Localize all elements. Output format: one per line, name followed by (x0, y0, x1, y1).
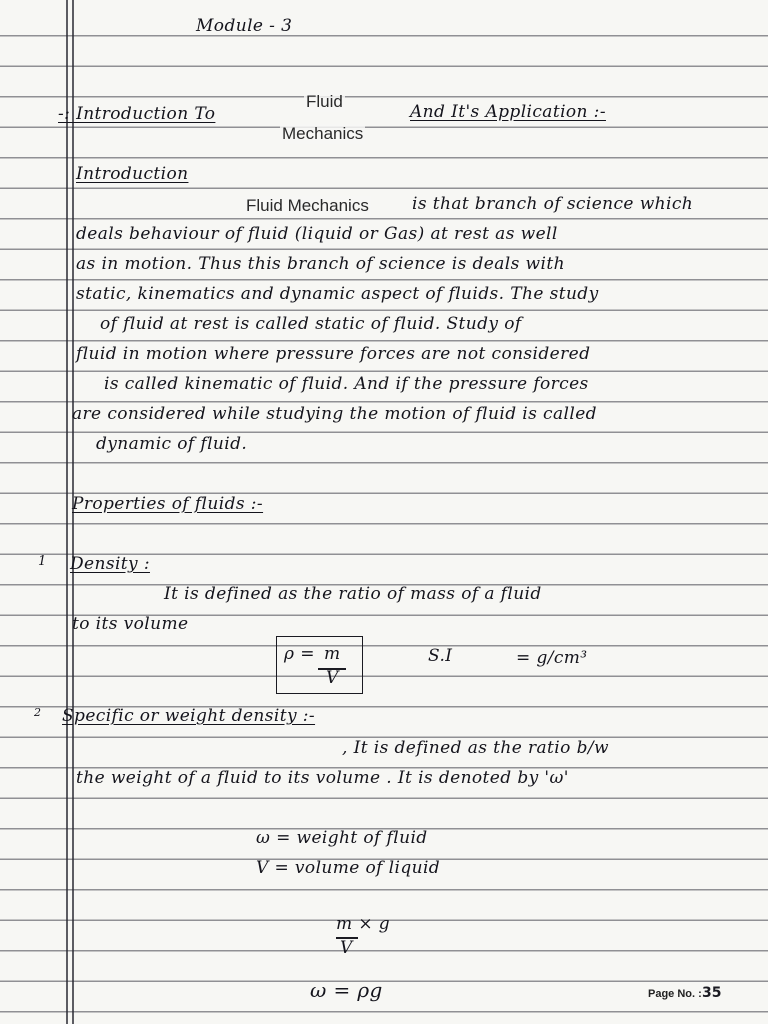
density-formula-num: m (324, 644, 341, 664)
intro-line-2: deals behaviour of fluid (liquid or Gas) at rest as well (76, 224, 558, 244)
module-label: Module - 3 (196, 16, 293, 36)
density-formula-lhs: ρ = (284, 644, 315, 664)
intro-line-4: static, kinematics and dynamic aspect of fluids. The study (76, 284, 599, 304)
specific-weight-line-2: the weight of a fluid to its volume . It is denoted by 'ω' (76, 768, 569, 788)
specific-weight-frac-num: m × g (336, 914, 391, 934)
intro-heading: Introduction (76, 164, 189, 184)
page-number-label: Page No. : (648, 988, 702, 1000)
title-prefix: -: Introduction To (58, 104, 216, 124)
density-line-1: It is defined as the ratio of mass of a fluid (164, 584, 542, 604)
margin-line-left (66, 0, 68, 1024)
title-suffix: And It's Application :- (410, 102, 606, 122)
specific-weight-heading: Specific or weight density :- (62, 706, 316, 726)
density-unit-label: S.I (428, 646, 453, 666)
intro-typed-term: Fluid Mechanics (246, 196, 369, 215)
specific-weight-def-v: V = volume of liquid (256, 858, 441, 878)
specific-weight-number: 2 (34, 706, 42, 719)
specific-weight-line-1: , It is defined as the ratio b/w (342, 738, 609, 758)
intro-line-8: are considered while studying the motion of fluid is called (72, 404, 597, 424)
intro-line-6: fluid in motion where pressure forces are not considered (76, 344, 591, 364)
intro-line-1: is that branch of science which (412, 194, 694, 214)
intro-line-9: dynamic of fluid. (96, 434, 248, 454)
page-number-value: 35 (702, 985, 722, 1001)
title-typed-line2: Mechanics (282, 124, 364, 143)
specific-weight-frac-den: V (340, 938, 353, 958)
density-number: 1 (38, 554, 47, 569)
density-unit-value: = g/cm³ (516, 648, 588, 668)
specific-weight-def-w: ω = weight of fluid (256, 828, 428, 848)
intro-line-5: of fluid at rest is called static of fluid. Study of (100, 314, 522, 334)
intro-line-7: is called kinematic of fluid. And if the pressure forces (104, 374, 589, 394)
title-typed-line1: Fluid (306, 92, 343, 111)
density-heading: Density : (70, 554, 150, 574)
density-formula-den: V (326, 668, 339, 688)
properties-heading: Properties of fluids :- (72, 494, 264, 514)
specific-weight-result: ω = ρg (310, 978, 383, 1002)
intro-line-3: as in motion. Thus this branch of science is deals with (76, 254, 565, 274)
density-line-2: to its volume (72, 614, 189, 634)
